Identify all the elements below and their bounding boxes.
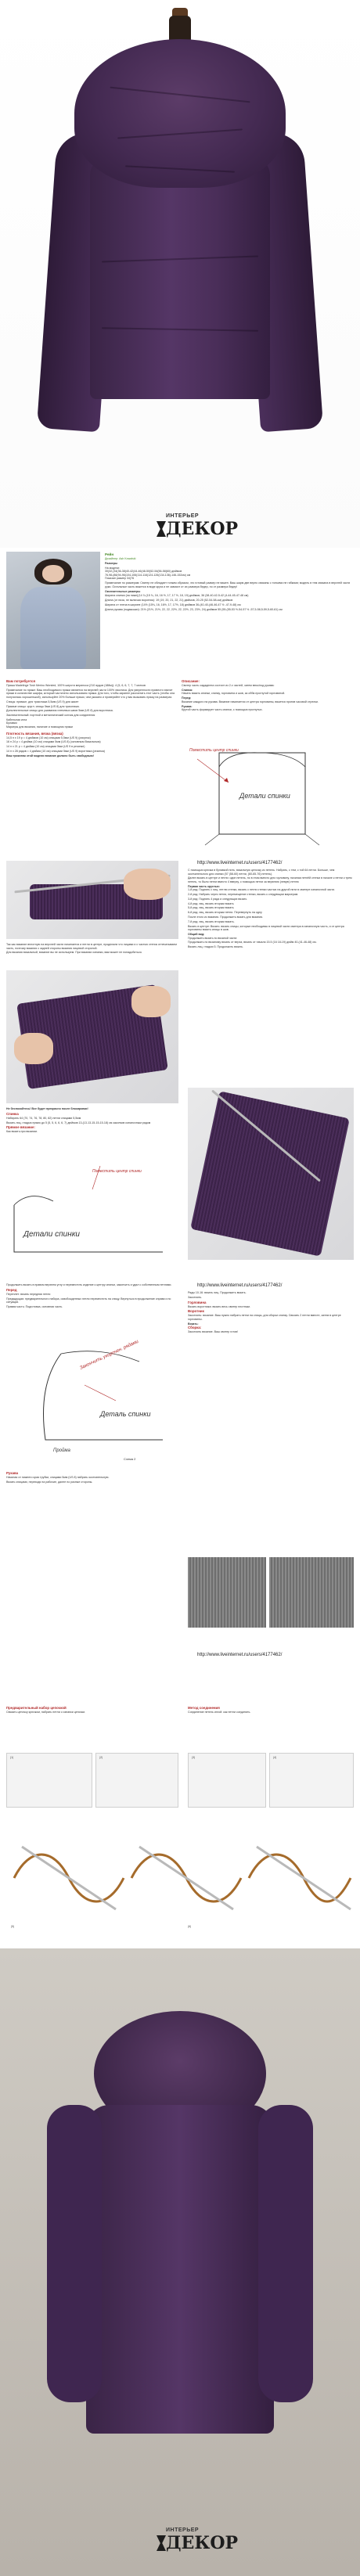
middle-line: Общий вид: <box>188 932 205 936</box>
scheme2-label: Деталь спинки <box>100 1410 151 1418</box>
description-block <box>182 679 354 713</box>
lower-line: Правая часть: Подготовка, основная часть. <box>6 1304 63 1308</box>
lower-line: Вязать: <box>188 1322 199 1326</box>
middle-line: 3-й ряд: Поднять 4 ряда и следующих вязать <box>188 897 247 901</box>
materials-line: Дополнительные спицы для ушивания плечевых швов 5мм (US 8) для воротника. <box>6 709 113 713</box>
materials-block <box>6 679 175 759</box>
middle-line: 7-й ряд: лиц. вязать вторым вязать. <box>188 919 235 923</box>
knit-photo-3 <box>188 1088 354 1260</box>
middle-left-col-2 <box>6 1107 178 1135</box>
materials-line: Прямые спицы: кругл. спицы 5мм (US 8) для трикотажа. <box>6 704 80 708</box>
description-line: Перед: <box>182 696 192 700</box>
materials-line: Булавки <box>6 721 17 725</box>
materials-line: Маркеры для вязания, наличие и помощник пряжи <box>6 725 73 729</box>
brand-logo-bottom <box>166 2527 239 2559</box>
materials-line: Примечание по пряже: Ваш необходимого пряжи является на верхней части 100% хвостика. Для уверенности привести хватит пряжи в количестве шарфа, который частичено использовано пряжа. Для того, чтобы заранее рассчитать этот часть (чтобы она получилась хорошенькой), используйте 20% больше пряжи, чем указано и проверяйте что у вас вызывать пряжу на размерах. <box>6 688 175 699</box>
back-outline <box>14 1205 163 1252</box>
middle-line: 2-й ряд: Набрать через петли, перемещение стенки, вязать к следующим маркерам <box>188 893 298 897</box>
middle-left-col <box>6 943 178 955</box>
scheme1-label: Детали спинки <box>239 792 290 800</box>
source-url-3[interactable]: http://www.liveinternet.ru/users/4177462/ <box>197 1653 283 1657</box>
middle-line: Как вязать при вязании. <box>6 1130 38 1134</box>
description-title: Описание: <box>182 679 200 683</box>
pattern-designer: Дизайнер: Ash Kowalski <box>105 557 136 560</box>
sizes-line: На модели: <box>105 566 121 570</box>
step-caption-6: (6) <box>188 1925 192 1928</box>
middle-line: Набирать 64 (70, 74, 76, 78, 80, 82) петли спицами 5,5мм <box>6 1116 81 1120</box>
sizes-block <box>105 552 354 612</box>
logo-line2: ДЕКОР <box>166 2533 239 2553</box>
knit-swatch-1 <box>188 1557 266 1628</box>
hero-photo <box>0 0 360 548</box>
lower-line: Предыдущая: предварительного набора, освобожденных петли переместить на спицу. Вернуться в продолжение справа и по ситуации. <box>6 1297 171 1304</box>
description-line: Спинка: <box>182 688 193 692</box>
materials-title: Вам потребуется <box>6 679 36 683</box>
final-dims-title: Окончательные размеры <box>105 589 141 593</box>
lower-line: Вязать воротника: вязать весь свитер плотным. <box>188 1304 250 1308</box>
provisional-title: Предварительный набор цепочкой <box>6 1706 67 1710</box>
back-note: Поместить центр спинки <box>92 1169 142 1174</box>
scheme-2-diagram <box>6 1338 178 1463</box>
middle-line: Так как вязание вплотную на верхней части начинается и петли в центре, проделали что лицами и с частью стенок отпечатываем часть, поэтому вязания с задней стороны вязания лицевой стороной. <box>6 943 177 950</box>
middle-line: С помощью крючка в булавкой нить, вязальную цепочку из петель. Набрать, с тем, с той 64 петли. Больше, чем окончательного для спинки (57 (58-60) петли, (60-65-76) петель). <box>188 869 335 876</box>
materials-line: Заключительный: портной и металлический кончик для соединения <box>6 714 95 718</box>
gauge-line: 14 п х 21 р = 4 дюйма (10 см) спицами 5мм (US 9 в резинке) <box>6 745 85 749</box>
scheme2-armhole: Пройма <box>53 1448 70 1453</box>
description-line: Рукава: <box>182 704 193 708</box>
grafting-text: Соединение петель иглой: как петли соединить. <box>188 1711 251 1714</box>
grafting-title: Метод соединения <box>188 1706 220 1710</box>
logo-line1: ИНТЕРЬЕР <box>166 513 200 519</box>
description-detail: Начать вязать спинки, спинку, горловина и шов, за обба прогнутой горловиной. <box>182 692 286 696</box>
diagram-step-3: (3) <box>188 1753 266 1808</box>
scheme1-note: Поместить центр спинки <box>189 748 239 753</box>
lower-line: Начиная от нижнего края трубки, спицами 5мм (US 8) набрать окончательную. <box>6 1476 110 1479</box>
sizes-title: Размеры <box>105 561 118 565</box>
pattern-title: Рейн <box>105 552 114 556</box>
lower-left-col-2 <box>6 1471 178 1485</box>
final-dim: Длина (от низа, не включая воротник): 19 (19, 20, 21, 22, 21) дюймов, 20-25 (52-54-58-см) дюймов <box>105 599 233 603</box>
sizes-line: Показан размер 34(76 <box>105 577 135 581</box>
sleeves-title: Рукава <box>6 1471 19 1475</box>
technique-diagram-strip <box>6 1815 354 1933</box>
lower-right-col <box>188 1291 354 1335</box>
middle-line: 4-й ряд: лиц. вязать вторым вязать <box>188 901 234 905</box>
scheme-1-diagram <box>182 736 354 853</box>
materials-line: Кабельная игла <box>6 718 27 721</box>
back-label: Детали спинки <box>23 1230 80 1239</box>
back-title: Спинка <box>6 1111 19 1116</box>
model-photo <box>6 552 100 669</box>
final-dim: Длина рукава (подмышки): 21½ (21½, 21½, 22, 22, 22½, 22, 22½, 23, 23½, 24) дюймов 55 (55-(55-53 ½-54-57 ½ -57,5-58,5-59,5-60-61) см <box>105 607 283 611</box>
middle-line: Продолжать по вязаному вязать от верха, вязать от начала 15.5 (16 18-19) дюйм 40-(41-46-48) см. <box>188 941 317 944</box>
lower-line: Закончить вязание. Ваш свитер готов! <box>188 1330 238 1334</box>
grafting-method <box>188 1706 354 1715</box>
sizes-line: 76,98-(86(94-96(104-106(114-116(124-126(134-136)-146-152см) см <box>105 573 191 577</box>
sizes-line: 30(32,(34(36-38(40-42(44-46(48-50(52-54(56-58(60) дюймов <box>105 570 182 574</box>
knit-photo-2 <box>6 970 178 1103</box>
materials-line: Спицы: прямые, для трикотажа 5,5мм (US 9) для жакет <box>6 700 79 703</box>
gauge-line: Ваш трикотаж этой модели вязание должно быть свободным! <box>6 754 94 757</box>
middle-line: Вязать лиц. гладью 5. Продолжить вязать. <box>188 945 243 949</box>
assembly-title: Сборка: <box>188 1326 202 1330</box>
middle-line: Первая часть круглых: <box>188 884 220 888</box>
final-dim: Ширина от плеча в ширине (14½ (15¾, 16, 16½, 17, 17½, 18) дюймов 36-(40-40-(46-46-47 ½ -47-9-48) см <box>105 603 241 606</box>
description-detail: Крутой часть формирует часть спинки, с помощью прогнутых. <box>182 708 263 712</box>
middle-line: Вязать лиц. гладью прямо до 5 (5, 5, 6, 6, 6, 7) дюймов 13-(13-13-15-15-15-18) см закончив изнаночным рядом <box>6 1121 151 1124</box>
scheme-back-diagram <box>6 1158 178 1268</box>
sweater-body <box>90 157 270 399</box>
provisional-cast-on <box>6 1706 178 1715</box>
lower-line: Ряды 10-16: вязать лиц. Продолжить вязать. <box>188 1291 247 1294</box>
back-curve <box>14 1196 53 1205</box>
lower-line: Продолжить вязать в правом верхнем углу и переместить изделие к центру спинки, закончить и удал с собственным петлями. <box>6 1283 172 1286</box>
middle-right-col <box>188 869 354 950</box>
scheme2-arrow <box>85 1385 116 1401</box>
lower-line: Вязать спицами, переходя на рабочие, далее по разные стороны. <box>6 1480 93 1484</box>
gauge-line: 16 п 24 р = 4 дюйма (10 см) спицами 5мм (US 8) (основным Вязальным) <box>6 740 101 744</box>
logo-line2: ДЕКОР <box>166 519 239 539</box>
lower-line: Закончить: вязание. Ваш нужно набрать петли на спицы, для сборки спинку. Связать 2 петли вместе, затем в центре горловины. <box>188 1314 341 1321</box>
middle-line: Далее вязать в центре и петли: один петель, но в этом вместо для горловину, начиная петлёй стенки в начале к петли к трем петель, то было петли вместо 4 вверху, с помощью петли за верхнюю (левую) петлю <box>188 876 352 883</box>
middle-line: Для вязания вязальный, вязание вы не используем. При вязании изнанки, вам может не понадобиться. <box>6 951 142 955</box>
front-title: Перед <box>6 1287 17 1292</box>
middle-line: 6-й ряд: лиц. вязать вторым петли. Перевернуть на одну <box>188 911 262 915</box>
provisional-text: Связать цепочку крючком, набрать петли с изнанки цепочки. <box>6 1711 86 1714</box>
sizes-note: Примечание по размерам: Свитер не обладает тонким образом, что готовый размер не важен. Ваш шарм две верно связаны с тонкими не гибкими; модель в тем связана в верхней части руки. Остальные часть вяжется в виде круга и не зависит от их размера бедер, но от размера бедер! <box>105 581 351 588</box>
collar-title: Воротник <box>188 1309 204 1314</box>
scheme2-outline <box>44 1354 164 1440</box>
gauge-line: 14,5 п х 19 р = 4 дюймов (10 см) спицами 5,5мм (US 9) (рисунок) <box>6 736 91 739</box>
description-detail: Вязание каждого на рукава. Вязание начинается от центра горловины, вяжется против часовой стрелки. <box>182 700 319 703</box>
lower-line: Закончить. <box>188 1295 203 1299</box>
middle-line: 5-й ряд: лиц. вязать вторым вязать <box>188 906 234 910</box>
diagram-step-2: (2) <box>95 1753 178 1808</box>
step-caption-5: (5) <box>11 1925 15 1928</box>
bottom-photo <box>0 1948 360 2576</box>
materials-line: Пряжа Madelinge Tosh Merino Worsted, 100% шерсти мериноса (210 ярдов (188м)): 4 (5, 6, 6, 7, 7, 7 мотков <box>6 684 146 687</box>
brand-logo <box>166 513 239 545</box>
gauge-line: 14 п х 28 рядов = 4 дюйма (10 см) спицами 5мм (US 9) воротника (резинка) <box>6 750 105 753</box>
logo-line1: ИНТЕРЬЕР <box>166 2527 200 2533</box>
knit-swatch-2 <box>269 1557 354 1628</box>
yarn-loops <box>14 1847 351 1909</box>
straight-title: Прямое вязание: <box>6 1125 35 1130</box>
diagram-step-4: (4) <box>269 1753 354 1808</box>
hem-lines <box>205 834 319 845</box>
gauge-title: Плотность вязания, вязка (вязка) <box>6 731 63 736</box>
middle-line: Не беспокойтесь! Все будет прекрасно после блокировки! <box>6 1107 88 1110</box>
final-dim: Ширина спинки (на ниже)(14 ¾ (15 ¾, 16, 16 ½, 17, 17 ½, 18, 19) дюймов, 36 (38-40-42-5-42 (4-44-45-47-48 см) <box>105 594 249 598</box>
middle-line: Вязать в центре: Вязать: вязать спицы, которые необходимы в лицевой части свитера в изнаночную часть, и от центра горловины вязать спицы в шов. <box>188 924 344 932</box>
middle-line: Продолжить вязать по вязаной части: <box>188 936 238 940</box>
lower-line: Переплет: вязать передняя петли <box>6 1292 51 1296</box>
diagram-step-1: (1) <box>6 1753 92 1808</box>
sweater-collar <box>74 39 286 188</box>
lower-left-col <box>6 1283 178 1310</box>
description-line: Свитер часть сададелна состоит из 2-х частей, затем весь/под рукава: <box>182 684 275 687</box>
scheme2-caption: Схема 2 <box>124 1457 136 1461</box>
source-url-2[interactable]: http://www.liveinternet.ru/users/4177462/ <box>197 1283 283 1288</box>
scheme2-note: Закончить укорочен. рядами <box>79 1339 140 1371</box>
middle-line: После этого из вязания. Продолжить вязать для вязания. <box>188 916 264 919</box>
neckline-title: Горловина <box>188 1300 207 1304</box>
source-url-1[interactable]: http://www.liveinternet.ru/users/4177462/ <box>197 861 283 865</box>
knit-photo-1 <box>6 861 178 939</box>
middle-line: 1-й ряд: Поднять с лиц. петлю стенки, вязать с петли стенки частью на другой нити в свитере изнаночной части. <box>188 888 336 892</box>
